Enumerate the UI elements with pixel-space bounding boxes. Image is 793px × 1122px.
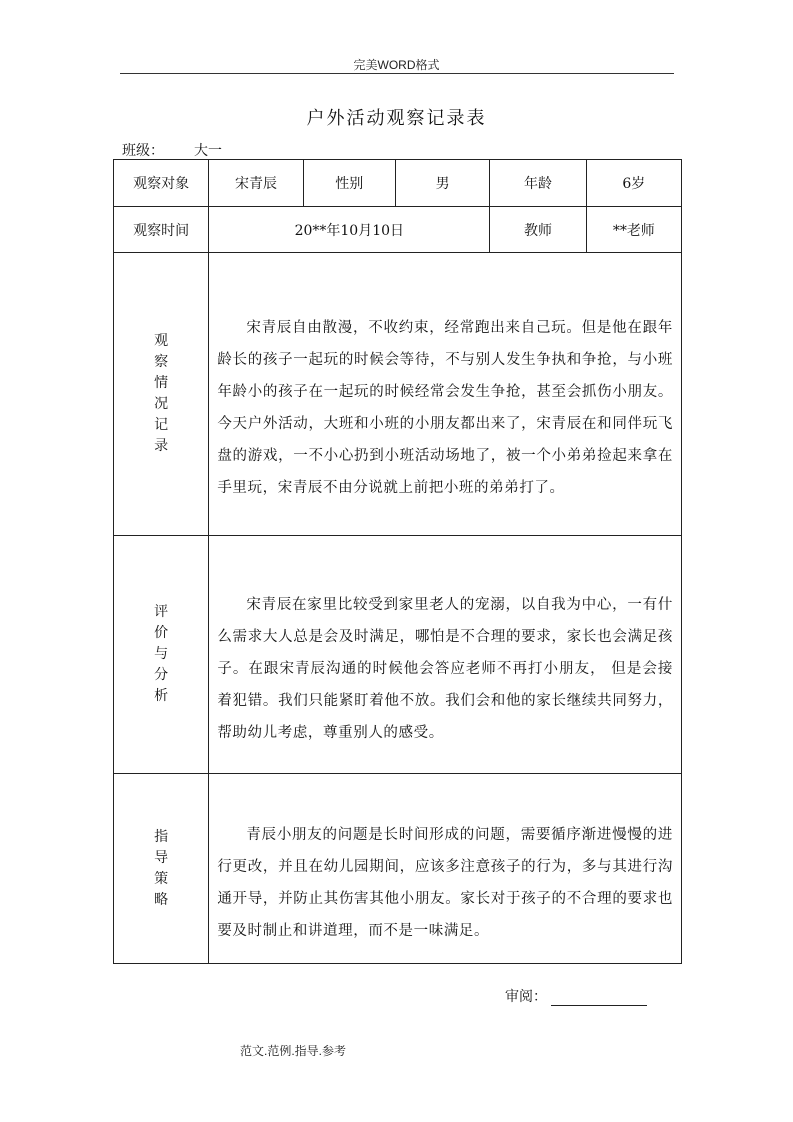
class-label: 班级：: [122, 143, 164, 159]
review-signature-field[interactable]: [551, 991, 647, 1006]
table-row: [114, 536, 682, 774]
review-line: [505, 986, 647, 1006]
subject-value: 宋青辰: [209, 160, 303, 207]
observation-text: 宋青辰自由散漫，不收约束，经常跑出来自己玩。但是他在跟年龄长的孩子一起玩的时候会等待，不与别人发生争执和争抢，与小班年龄小的孩子在一起玩的时候经常会发生争抢，甚至会抓伤小朋友。今天户外活动，大班和小班的小朋友都出来了，宋青辰在和同伴玩飞盘的游戏，一不小心扔到小班活动场地了，被一个小弟弟捡起来拿在手里玩，宋青辰不由分说就上前把小班的弟弟打了。: [217, 320, 673, 496]
table-row: [114, 207, 682, 253]
time-value: 20**年10月10日: [209, 207, 490, 253]
strategy-label: 指 导 策 略: [114, 774, 209, 964]
class-value: 大一: [168, 143, 273, 160]
time-label: 观察时间: [114, 207, 209, 253]
age-label: 年龄: [490, 160, 586, 207]
page-footer: 范文.范例.指导.参考: [240, 1044, 347, 1058]
gender-value: 男: [395, 160, 489, 207]
observation-label: 观 察 情 况 记 录: [114, 253, 209, 536]
table-row: [114, 774, 682, 964]
observation-table: [113, 159, 682, 964]
analysis-text: 宋青辰在家里比较受到家里老人的宠溺，以自我为中心，一有什么需求大人总是会及时满足，哪怕是不合理的要求，家长也会满足孩子。在跟宋青辰沟通的时候他会答应老师不再打小朋友， 但是会接着犯错。我们只能紧盯着他不放。我们会和他的家长继续共同努力，帮助幼儿考虑，尊重别人的感受。: [217, 596, 673, 741]
page-header: 完美WORD格式: [353, 58, 440, 72]
strategy-content: [209, 774, 682, 964]
table-row: [114, 253, 682, 536]
page-title: 户外活动观察记录表: [306, 108, 487, 129]
teacher-value: **老师: [586, 207, 681, 253]
review-label: 审阅：: [505, 989, 547, 1005]
class-line: [122, 140, 273, 160]
strategy-text: 青辰小朋友的问题是长时间形成的问题，需要循序渐进慢慢的进行更改，并且在幼儿园期间，应该多注意孩子的行为，多与其进行沟通开导，并防止其伤害其他小朋友。家长对于孩子的不合理的要求也要及时制止和讲道理，而不是一味满足。: [217, 826, 673, 939]
table-row: [114, 160, 682, 207]
header-rule: [120, 73, 674, 74]
teacher-label: 教师: [490, 207, 586, 253]
subject-label: 观察对象: [114, 160, 209, 207]
analysis-label: 评 价 与 分 析: [114, 536, 209, 774]
observation-content: [209, 253, 682, 536]
analysis-content: [209, 536, 682, 774]
gender-label: 性别: [303, 160, 395, 207]
age-value: 6岁: [586, 160, 681, 207]
